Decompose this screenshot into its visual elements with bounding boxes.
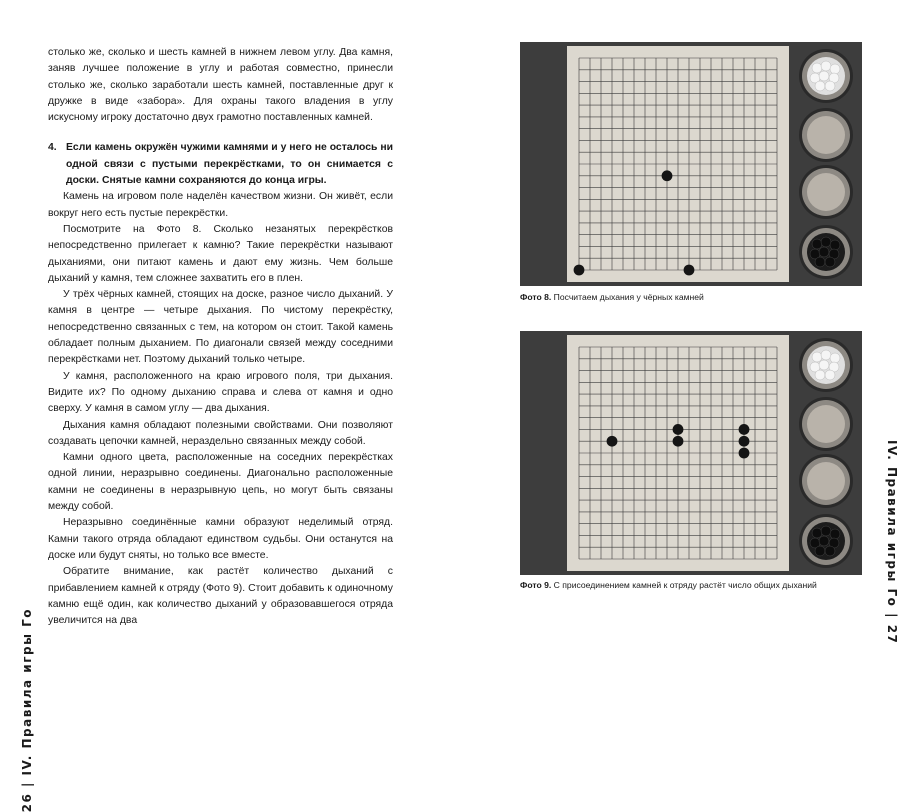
- black-stone: [662, 170, 673, 181]
- paragraph: Дыхания камня обладают полезными свойствами. Они позволяют создавать цепочки камней, нераздельно связанных между собой.: [48, 419, 393, 447]
- photo-9: [520, 331, 862, 575]
- rule-4: [48, 140, 393, 189]
- rule-number: 4.: [48, 142, 57, 154]
- rule-text: Если камень окружён чужими камнями и у него не осталось ни одной связи с пустыми перекрёстками, то он снимается с доски. Снятые камни сохраняются до конца игры.: [66, 142, 393, 187]
- go-board-photo: [520, 42, 862, 286]
- separator: |: [20, 775, 34, 787]
- left-margin-header: [20, 432, 34, 812]
- paragraph: Камень на игровом поле наделён качеством жизни. Он живёт, если вокруг него есть пустые перекрёстки.: [48, 191, 393, 219]
- running-header: IV. Правила игры Го: [20, 608, 34, 776]
- bowl-lid: [807, 116, 845, 154]
- black-stone: [739, 436, 750, 447]
- page-number: 26: [20, 792, 34, 812]
- bowl-lid: [807, 462, 845, 500]
- page-number: 27: [885, 624, 899, 645]
- go-board-photo: [520, 331, 862, 575]
- black-stone: [574, 265, 585, 276]
- photo-label: Фото 8.: [520, 292, 552, 302]
- separator: |: [885, 613, 899, 625]
- black-stone: [607, 436, 618, 447]
- photo-9-caption: [520, 580, 817, 590]
- paragraph: У трёх чёрных камней, стоящих на доске, разное число дыханий. У камня в центре — четыре дыхания. По чистому перекрёстку, непосредственно связанных с тем, на котором он стоит. Такой камень обладает полным дыханием. По диагонали связей между соседними перекрёстками нет. Поэтому дыханий только четыре.: [48, 289, 393, 366]
- running-header: IV. Правила игры Го: [885, 440, 899, 608]
- caption-text: С присоединением камней к отряду растёт число общих дыханий: [553, 580, 817, 590]
- black-stone: [673, 424, 684, 435]
- photo-label: Фото 9.: [520, 580, 552, 590]
- photo-8: [520, 42, 862, 286]
- bowl-lid: [807, 405, 845, 443]
- paragraph: столько же, сколько и шесть камней в нижнем левом углу. Два камня, заняв лучшее положение в углу и работая совместно, принесли столько же, сколько заработали шесть камней, поставленные друг к дружке в виде «забора». Для охраны такого владения в углу искусному игроку достаточно двух грамотно поставленных камней.: [48, 47, 393, 124]
- caption-text: Посчитаем дыхания у чёрных камней: [553, 292, 704, 302]
- black-stone: [684, 265, 695, 276]
- photo-8-caption: [520, 292, 704, 302]
- paragraph: Неразрывно соединённые камни образуют неделимый отряд. Камни такого отряда обладают единством судьбы. Они останутся на доске или будут сняты, но только все вместе.: [48, 517, 393, 561]
- black-stone: [673, 436, 684, 447]
- black-stone: [739, 424, 750, 435]
- paragraph: Посмотрите на Фото 8. Сколько незанятых перекрёстков непосредственно прилегает к камню? Такие перекрёстки называют дыханиями, они питают камень и дают ему жизнь. Чем больше дыханий у камня, тем сложнее захватить его в плен.: [48, 223, 393, 284]
- body-text: [48, 45, 393, 629]
- right-margin-header: [885, 440, 899, 645]
- paragraph: Камни одного цвета, расположенные на соседних перекрёстках одной линии, неразрывно соединены. Диагонально расположенные камни не соединены в неразрывную цепь, но могут быть связаны между собой.: [48, 452, 393, 513]
- black-stone: [739, 448, 750, 459]
- bowl-lid: [807, 173, 845, 211]
- paragraph: Обратите внимание, как растёт количество дыханий с прибавлением камней к отряду (Фото 9). Стоит добавить к одиночному камню ещё один, как количество дыханий у образовавшегося отряда увеличится на два: [48, 566, 393, 627]
- paragraph: У камня, расположенного на краю игрового поля, три дыхания. Видите их? По одному дыханию справа и слева от камня и одно сверху. У камня в самом углу — два дыхания.: [48, 370, 393, 415]
- left-page: [0, 0, 460, 812]
